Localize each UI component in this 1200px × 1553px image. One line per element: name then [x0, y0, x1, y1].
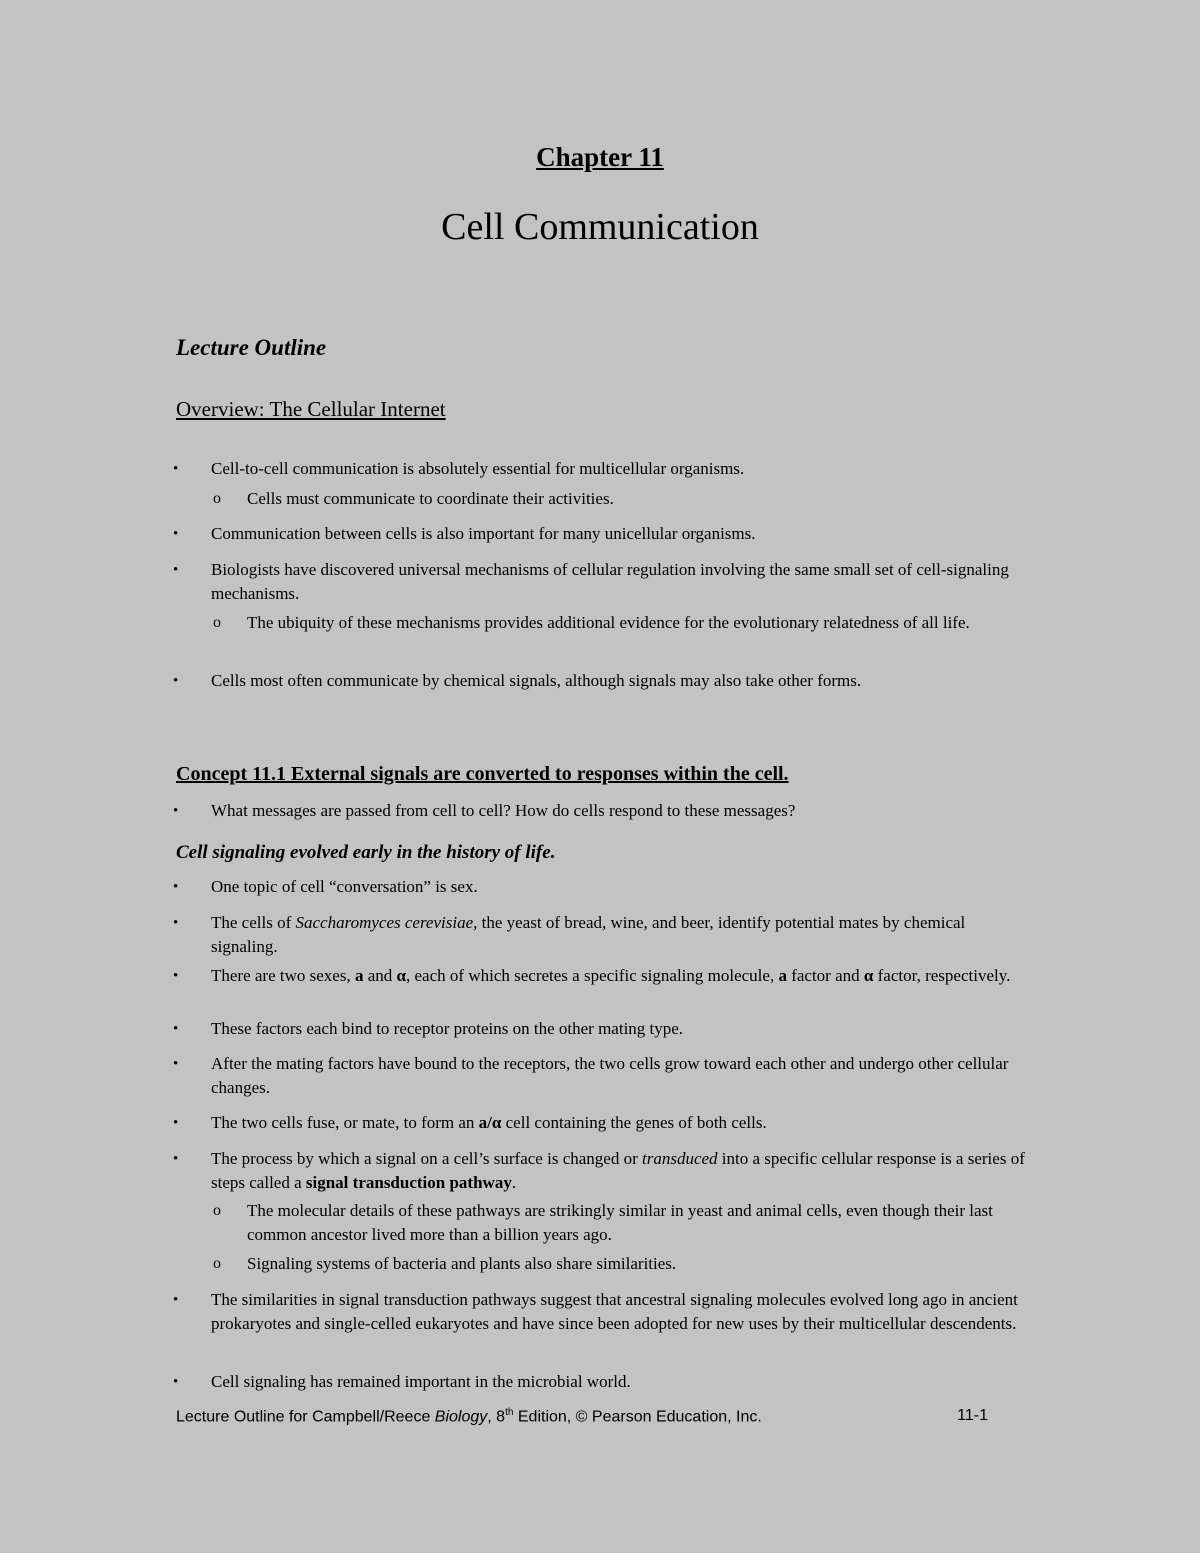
list-item: • These factors each bind to receptor proteins on the other mating type.: [211, 1017, 1031, 1041]
text-run: The process by which a signal on a cell’s surface is changed or: [211, 1149, 642, 1168]
list-item: • What messages are passed from cell to cell? How do cells respond to these messages?: [211, 799, 1031, 823]
sub-list-item: o The molecular details of these pathways are strikingly similar in yeast and animal cells, even though their last common ancestor lived more than a billion years ago.: [247, 1199, 1007, 1247]
list-item: • Communication between cells is also important for many unicellular organisms.: [211, 522, 1031, 546]
lecture-outline-heading: Lecture Outline: [176, 335, 327, 360]
text-run: and: [363, 966, 397, 985]
list-item: • Biologists have discovered universal mechanisms of cellular regulation involving the same small set of cell-signaling mechanisms.: [211, 558, 1031, 606]
sub-list-item: o Signaling systems of bacteria and plants also share similarities.: [247, 1252, 1007, 1276]
footer-text: , 8: [487, 1408, 506, 1426]
chapter-heading: Chapter 11: [536, 142, 664, 172]
list-item: • After the mating factors have bound to the receptors, the two cells grow toward each other and undergo other cellular changes.: [211, 1052, 1031, 1100]
text-run: There are two sexes,: [211, 966, 355, 985]
list-item: • Cell-to-cell communication is absolutely essential for multicellular organisms.: [211, 457, 1031, 481]
text-run: cell containing the genes of both cells.: [501, 1113, 767, 1132]
list-item: [211, 964, 1031, 988]
footer-superscript: th: [505, 1407, 514, 1418]
text-run: the yeast of bread, wine, and beer, identify potential mates by chemical signaling.: [211, 913, 966, 956]
section-subheading: Cell signaling evolved early in the history of life.: [176, 842, 556, 863]
sex-symbol: a: [778, 966, 787, 985]
emphasis-term: transduced: [642, 1149, 718, 1168]
sex-symbol: α: [863, 966, 874, 985]
footer-text: Lecture Outline for Campbell/Reece: [176, 1408, 435, 1426]
sub-list-item: o The ubiquity of these mechanisms provides additional evidence for the evolutionary relatedness of all life.: [247, 611, 1007, 635]
sex-symbol: α: [396, 966, 407, 985]
list-item: • The similarities in signal transduction pathways suggest that ancestral signaling molecules evolved long ago in ancient prokaryotes and single-celled eukaryotes and have since been adopted for new uses by their multicellular descendents.: [211, 1288, 1031, 1336]
text-run: The cells of: [211, 913, 296, 932]
list-item: • Cells most often communicate by chemical signals, although signals may also take other forms.: [211, 669, 1031, 693]
list-item: • One topic of cell “conversation” is sex.: [211, 875, 1031, 899]
list-item: [211, 911, 1031, 959]
text-run: factor and: [786, 966, 864, 985]
text-run: factor, respectively.: [873, 966, 1011, 985]
footer-text: Edition, © Pearson Education, Inc.: [513, 1408, 762, 1426]
footer-book-title: Biology: [434, 1408, 488, 1426]
page-number: 11-1: [957, 1407, 988, 1424]
sex-symbol: a: [354, 966, 364, 985]
sex-symbol: a/α: [478, 1113, 502, 1132]
list-item: • Cell signaling has remained important in the microbial world.: [211, 1370, 1031, 1394]
species-name: Saccharomyces cerevisiae,: [295, 913, 478, 932]
text-run: .: [511, 1173, 517, 1192]
list-item: [211, 1111, 1031, 1135]
list-item: [211, 1147, 1031, 1195]
page-footer: [176, 1407, 988, 1426]
text-run: into a specific cellular response is a series of steps called a: [211, 1149, 1025, 1192]
text-run: The two cells fuse, or mate, to form an: [211, 1113, 479, 1132]
overview-heading: Overview: The Cellular Internet: [176, 397, 446, 421]
sub-list-item: o Cells must communicate to coordinate their activities.: [247, 487, 1007, 511]
concept-heading: Concept 11.1 External signals are converted to responses within the cell.: [176, 763, 789, 785]
key-term: signal transduction pathway: [305, 1173, 512, 1192]
text-run: , each of which secretes a specific signaling molecule,: [406, 966, 779, 985]
page-title: Cell Communication: [441, 206, 759, 248]
